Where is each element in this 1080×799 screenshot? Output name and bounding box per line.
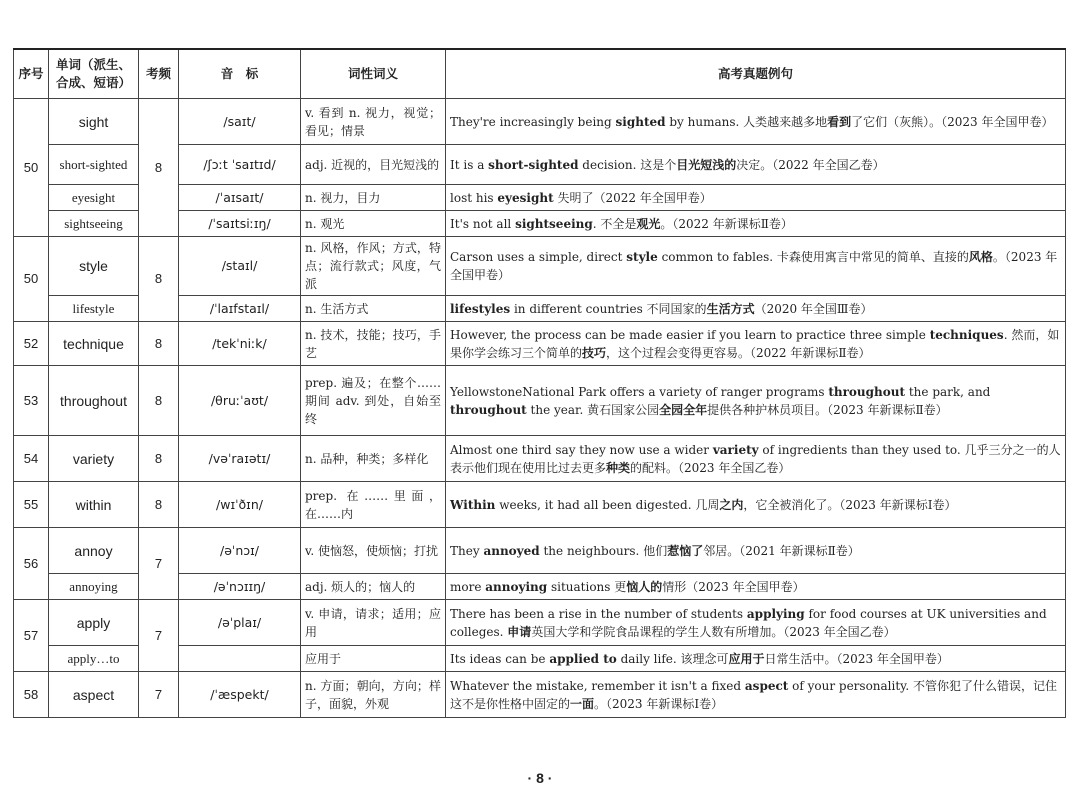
example-text: lost his xyxy=(450,190,498,205)
highlighted-text: 恼人的 xyxy=(626,579,663,594)
example-text: 英国大学和学院食品课程的学生人数有所增加。（2023 年全国乙卷） xyxy=(531,624,896,639)
highlighted-text: 全园全年 xyxy=(659,402,708,417)
table-header-row xyxy=(14,49,1066,99)
header-phonetic: 音 标 xyxy=(179,49,301,99)
page-number: · 8 · xyxy=(527,770,553,786)
example-text: more xyxy=(450,579,486,594)
word-cell: variety xyxy=(49,436,139,482)
example-sentence-cell xyxy=(446,211,1066,237)
frequency-cell: 8 xyxy=(139,99,179,237)
vocabulary-table xyxy=(13,48,1066,718)
word-cell: aspect xyxy=(49,672,139,718)
highlighted-text: 应用于 xyxy=(728,651,765,666)
example-sentence-cell xyxy=(446,672,1066,718)
example-text: Its ideas can be xyxy=(450,651,550,666)
example-text: common to fables. 卡森使用寓言中常见的简单、直接的 xyxy=(657,250,969,264)
highlighted-text: short-sighted xyxy=(488,157,579,172)
example-text: in different countries 不同国家的 xyxy=(510,301,707,316)
meaning-cell: adj. 烦人的；恼人的 xyxy=(301,574,446,600)
example-sentence-cell xyxy=(446,145,1066,185)
frequency-cell: 8 xyxy=(139,237,179,322)
example-text: 日常生活中。（2023 年全国甲卷） xyxy=(764,651,949,666)
highlighted-text: lifestyles xyxy=(450,301,511,316)
example-sentence-cell xyxy=(446,436,1066,482)
frequency-cell: 8 xyxy=(139,436,179,482)
highlighted-text: aspect xyxy=(744,678,789,693)
example-text: 。（2023 年全国甲卷） xyxy=(450,250,1058,282)
phonetic-cell: /wɪˈðɪn/ xyxy=(179,482,301,528)
entry-number: 56 xyxy=(14,528,49,600)
example-text: ，它全被消化了。（2023 年新课标Ⅰ卷） xyxy=(743,497,957,512)
frequency-cell: 7 xyxy=(139,672,179,718)
word-cell: style xyxy=(49,237,139,296)
phonetic-cell: /ˈsaɪtsiːɪŋ/ xyxy=(179,211,301,237)
meaning-cell: prep. 在……里面，在……内 xyxy=(301,482,446,528)
example-sentence-cell xyxy=(446,185,1066,211)
highlighted-text: style xyxy=(626,250,658,264)
highlighted-text: 惹恼了 xyxy=(667,543,704,558)
example-text: It's not all xyxy=(450,216,516,231)
example-sentence-cell xyxy=(446,600,1066,646)
meaning-cell: n. 风格，作风；方式，特点；流行款式；风度，气派 xyxy=(301,237,446,296)
example-sentence-cell xyxy=(446,237,1066,296)
phonetic-cell: /əˈnɔɪ/ xyxy=(179,528,301,574)
phonetic-cell: /ˈaɪsaɪt/ xyxy=(179,185,301,211)
phonetic-cell: /staɪl/ xyxy=(179,237,301,296)
example-text: the park, and xyxy=(905,384,991,399)
example-sentence-cell xyxy=(446,528,1066,574)
meaning-cell: v. 使恼怒，使烦恼；打扰 xyxy=(301,528,446,574)
header-example: 高考真题例句 xyxy=(446,49,1066,99)
highlighted-text: 技巧 xyxy=(582,345,607,360)
phonetic-cell: /əˈplaɪ/ xyxy=(179,600,301,646)
phonetic-cell: /θruːˈaʊt/ xyxy=(179,366,301,436)
entry-number: 53 xyxy=(14,366,49,436)
example-text: Almost one third say they now use a wider xyxy=(450,442,713,457)
frequency-cell: 8 xyxy=(139,322,179,366)
highlighted-text: 种类 xyxy=(606,460,631,475)
example-text: by humans. 人类越来越多地 xyxy=(665,114,828,129)
header-frequency: 考频 xyxy=(139,49,179,99)
example-sentence-cell xyxy=(446,296,1066,322)
phonetic-cell: /ʃɔːt ˈsaɪtɪd/ xyxy=(179,145,301,185)
entry-number: 55 xyxy=(14,482,49,528)
example-text: They're increasingly being xyxy=(450,114,616,129)
example-sentence-cell xyxy=(446,646,1066,672)
highlighted-text: eyesight xyxy=(497,190,554,205)
highlighted-text: sighted xyxy=(615,114,666,129)
highlighted-text: sightseeing xyxy=(515,216,593,231)
phonetic-cell: /əˈnɔɪɪŋ/ xyxy=(179,574,301,600)
example-text: 。（2023 年新课标Ⅰ卷） xyxy=(594,696,724,711)
word-cell: throughout xyxy=(49,366,139,436)
meaning-cell: n. 方面；朝向，方向；样子，面貌，外观 xyxy=(301,672,446,718)
highlighted-text: annoyed xyxy=(483,543,540,558)
example-text: . 然而，如果你学会练习三个简单的 xyxy=(450,327,1060,360)
example-text: 邻居。（2021 年新课标Ⅱ卷） xyxy=(703,543,860,558)
header-number: 序号 xyxy=(14,49,49,99)
table-row xyxy=(14,600,1066,646)
phonetic-cell xyxy=(179,646,301,672)
word-cell: eyesight xyxy=(49,185,139,211)
example-text: However, the process can be made easier if you learn to practice three simple xyxy=(450,327,930,342)
example-text: Whatever the mistake, remember it isn't a fixed xyxy=(450,678,745,693)
example-text: They xyxy=(450,543,484,558)
example-text: daily life. 该理念可 xyxy=(616,651,729,666)
word-cell: annoy xyxy=(49,528,139,574)
highlighted-text: throughout xyxy=(828,384,906,399)
highlighted-text: annoying xyxy=(485,579,548,594)
example-text: ，这个过程会变得更容易。（2022 年新课标Ⅱ卷） xyxy=(606,345,871,360)
example-text: the neighbours. 他们 xyxy=(539,543,668,558)
phonetic-cell: /ˈlaɪfstaɪl/ xyxy=(179,296,301,322)
table-row xyxy=(14,482,1066,528)
header-meaning: 词性词义 xyxy=(301,49,446,99)
highlighted-text: 一面 xyxy=(570,696,595,711)
meaning-cell: n. 品种，种类；多样化 xyxy=(301,436,446,482)
highlighted-text: 生活方式 xyxy=(706,301,755,316)
example-text: 。（2022 年新课标Ⅱ卷） xyxy=(660,216,793,231)
meaning-cell: prep. 遍及；在整个……期间 adv. 到处，自始至终 xyxy=(301,366,446,436)
meaning-cell: v. 看到 n. 视力，视觉；看见；情景 xyxy=(301,99,446,145)
highlighted-text: 风格 xyxy=(968,250,993,264)
word-cell: sight xyxy=(49,99,139,145)
example-text: 提供各种护林员项目。（2023 年新课标Ⅱ卷） xyxy=(707,402,948,417)
phonetic-cell: /tekˈniːk/ xyxy=(179,322,301,366)
example-sentence-cell xyxy=(446,574,1066,600)
header-word: 单词（派生、合成、短语） xyxy=(49,49,139,99)
example-text: decision. 这是个 xyxy=(578,157,677,172)
highlighted-text: throughout xyxy=(450,402,527,417)
entry-number: 57 xyxy=(14,600,49,672)
example-text: . 不全是 xyxy=(592,216,637,231)
example-text: 情形（2023 年全国甲卷） xyxy=(662,579,805,594)
table-row xyxy=(14,672,1066,718)
example-sentence-cell xyxy=(446,99,1066,145)
highlighted-text: 看到 xyxy=(827,114,852,129)
meaning-cell: n. 技术，技能；技巧，手艺 xyxy=(301,322,446,366)
table-row xyxy=(14,436,1066,482)
example-text: situations 更 xyxy=(547,579,627,594)
phonetic-cell: /vəˈraɪətɪ/ xyxy=(179,436,301,482)
word-cell: apply…to xyxy=(49,646,139,672)
word-cell: lifestyle xyxy=(49,296,139,322)
word-cell: apply xyxy=(49,600,139,646)
meaning-cell: n. 观光 xyxy=(301,211,446,237)
example-text: for food courses at UK universities and colleges. xyxy=(450,606,1047,639)
example-text: YellowstoneNational Park offers a variety of ranger programs xyxy=(450,384,829,399)
example-sentence-cell xyxy=(446,322,1066,366)
word-cell: sightseeing xyxy=(49,211,139,237)
table-row xyxy=(14,366,1066,436)
example-text: （2020 年全国Ⅲ卷） xyxy=(754,301,873,316)
word-cell: within xyxy=(49,482,139,528)
table-row xyxy=(14,99,1066,145)
highlighted-text: applied to xyxy=(549,651,617,666)
entry-number: 52 xyxy=(14,322,49,366)
highlighted-text: 观光 xyxy=(636,216,661,231)
meaning-cell: n. 视力，目力 xyxy=(301,185,446,211)
table-row xyxy=(14,237,1066,296)
example-text: weeks, it had all been digested. 几周 xyxy=(495,497,720,512)
entry-number: 50 xyxy=(14,99,49,237)
entry-number: 54 xyxy=(14,436,49,482)
example-text: of your personality. 不管你犯了什么错误，记住这不是你性格中固定的 xyxy=(450,678,1057,711)
vocabulary-page xyxy=(13,48,1065,718)
frequency-cell: 8 xyxy=(139,366,179,436)
example-text: 失明了（2022 年全国甲卷） xyxy=(553,190,712,205)
entry-number: 50 xyxy=(14,237,49,322)
highlighted-text: Within xyxy=(450,497,496,512)
frequency-cell: 8 xyxy=(139,482,179,528)
example-text: Carson uses a simple, direct xyxy=(450,250,627,264)
example-text: There has been a rise in the number of students xyxy=(450,606,747,621)
phonetic-cell: /saɪt/ xyxy=(179,99,301,145)
example-text: It is a xyxy=(450,157,489,172)
example-text: 的配料。（2023 年全国乙卷） xyxy=(630,460,791,475)
meaning-cell: n. 生活方式 xyxy=(301,296,446,322)
entry-number: 58 xyxy=(14,672,49,718)
frequency-cell: 7 xyxy=(139,600,179,672)
word-cell: annoying xyxy=(49,574,139,600)
example-text: 决定。（2022 年全国乙卷） xyxy=(736,157,885,172)
example-text: the year. 黄石国家公园 xyxy=(526,402,660,417)
table-body xyxy=(14,99,1066,718)
example-text: 了它们（灰熊）。（2023 年全国甲卷） xyxy=(851,114,1054,129)
highlighted-text: 目光短浅的 xyxy=(676,157,737,172)
table-row xyxy=(14,528,1066,574)
highlighted-text: variety xyxy=(712,442,759,457)
table-row xyxy=(14,322,1066,366)
example-sentence-cell xyxy=(446,482,1066,528)
word-cell: short-sighted xyxy=(49,145,139,185)
phonetic-cell: /ˈæspekt/ xyxy=(179,672,301,718)
example-text: of ingredients than they used to. 几乎三分之一的人表示他们现在使用比过去更多 xyxy=(450,442,1061,475)
example-sentence-cell xyxy=(446,366,1066,436)
meaning-cell: 应用于 xyxy=(301,646,446,672)
highlighted-text: 申请 xyxy=(507,624,532,639)
meaning-cell: adj. 近视的，目光短浅的 xyxy=(301,145,446,185)
meaning-cell: v. 申请，请求；适用；应用 xyxy=(301,600,446,646)
highlighted-text: techniques xyxy=(929,327,1004,342)
word-cell: technique xyxy=(49,322,139,366)
frequency-cell: 7 xyxy=(139,528,179,600)
highlighted-text: 之内 xyxy=(719,497,744,512)
highlighted-text: applying xyxy=(746,606,805,621)
